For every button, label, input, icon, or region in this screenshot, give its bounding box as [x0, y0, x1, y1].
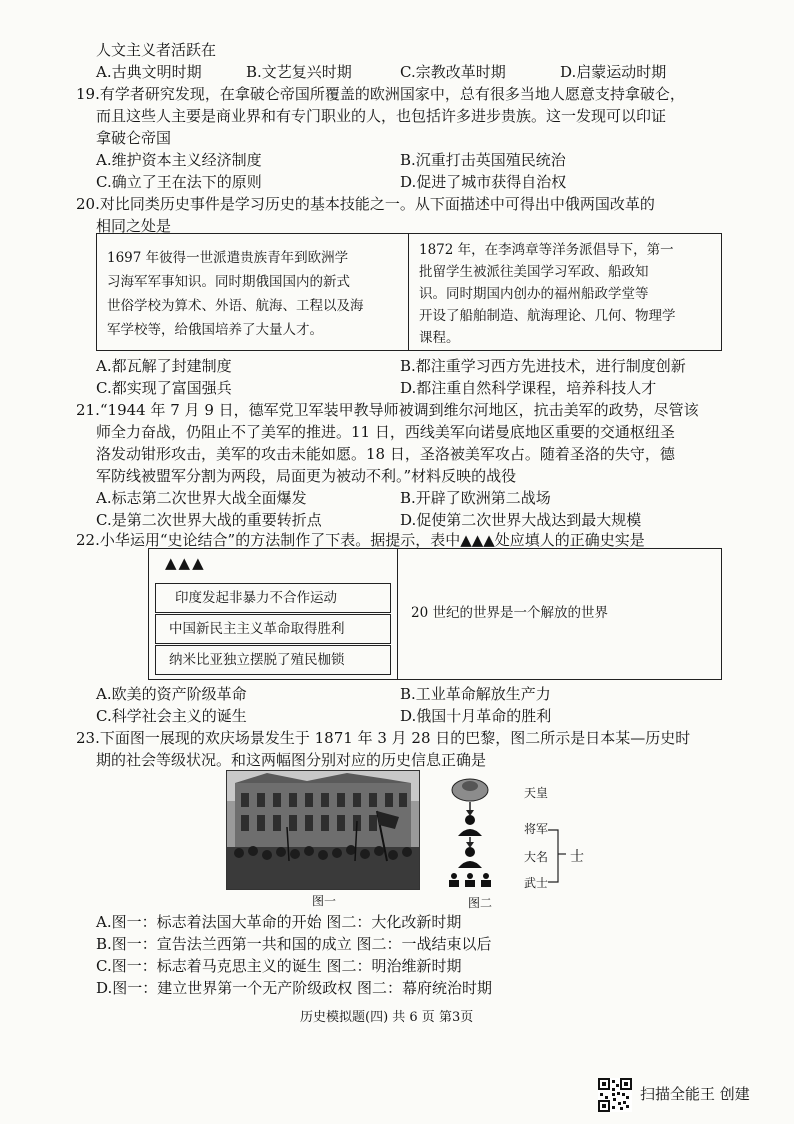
q21-stem-line1: 21.“1944 年 7 月 9 日，德军党卫军装甲教导师被调到维尔河地区，抗击美军的政势，尽管该 [76, 401, 699, 419]
q22-right-statement: 20 世纪的世界是一个解放的世界 [411, 605, 608, 621]
page-footer: 历史模拟题(四) 共 6 页 第3页 [300, 1010, 474, 1025]
q20-option-c: C.都实现了富国强兵 [96, 379, 232, 397]
q18-option-d: D.启蒙运动时期 [560, 63, 667, 81]
emperor-figure-icon [452, 779, 488, 801]
q18-option-a: A.古典文明时期 [96, 63, 202, 81]
q23-stem-line2: 期的社会等级状况。和这两幅图分别对应的历史信息正确是 [96, 751, 487, 769]
q20-right-line2: 批留学生被派往美国学习军政、船政知 [419, 264, 649, 280]
q22-option-d: D.俄国十月革命的胜利 [400, 707, 552, 725]
q20-left-line4: 军学校等，给俄国培养了大量人才。 [107, 322, 323, 338]
japan-hierarchy-diagram [440, 770, 600, 892]
q23-stem-line1: 23.下面图一展现的欢庆场景发生于 1871 年 3 月 28 日的巴黎，图二所示是日本某—历史时 [76, 729, 691, 747]
q20-table-divider [408, 234, 409, 350]
q20-left-line2: 习海军军事知识。同时期俄国国内的新式 [107, 274, 350, 290]
q20-stem-line1: 20.对比同类历史事件是学习历史的基本技能之一。从下面描述中可得出中俄两国改革的 [76, 195, 655, 213]
q22-table-divider [397, 549, 398, 679]
hier-shogun-label: 将军 [524, 822, 549, 836]
q21-option-a: A.标志第二次世界大战全面爆发 [96, 489, 307, 507]
q21-stem-line4: 军防线被盟军分割为两段，局面更为被动不利。”材料反映的战役 [96, 467, 517, 485]
samurai-figures-icon [449, 873, 491, 887]
hier-samurai-label: 武士 [524, 876, 549, 890]
q21-stem-line2: 师全力奋战，仍阻止不了美军的推进。11 日，西线美军向诺曼底地区重要的交通枢纽圣 [96, 423, 675, 441]
q20-right-line5: 课程。 [419, 330, 460, 346]
figure-one-caption: 图一 [312, 894, 337, 908]
q22-row-1: 印度发起非暴力不合作运动 [175, 590, 337, 606]
q20-option-b: B.都注重学习西方先进技术，进行制度创新 [400, 357, 686, 375]
q22-row-2: 中国新民主主义革命取得胜利 [169, 621, 345, 637]
shogun-figure-icon [458, 815, 482, 836]
q21-option-b: B.开辟了欧洲第二战场 [400, 489, 551, 507]
q20-left-line1: 1697 年彼得一世派遣贵族青年到欧洲学 [107, 250, 349, 266]
q19-option-b: B.沉重打击英国殖民统治 [400, 151, 566, 169]
daimyo-figure-icon [458, 847, 482, 868]
q23-option-c: C.图一：标志着马克思主义的诞生 图二：明治维新时期 [96, 957, 462, 975]
q19-stem-line1: 19.有学者研究发现，在拿破仑帝国所覆盖的欧洲国家中，总有很多当地人愿意支持拿破仑， [76, 85, 685, 103]
figure-two-caption: 图二 [468, 896, 493, 910]
q23-option-b: B.图一：宣告法兰西第一共和国的成立 图二：一战结束以后 [96, 935, 492, 953]
q22-option-b: B.工业革命解放生产力 [400, 685, 551, 703]
q22-stem: 22.小华运用“史论结合”的方法制作了下表。据提示，表中▲▲▲处应填人的正确史实是 [76, 531, 645, 549]
q21-option-c: C.是第二次世界大战的重要转折点 [96, 511, 322, 529]
q19-stem-line2: 而且这些人主要是商业界和有专门职业的人，也包括许多进步贵族。这一发现可以印证 [96, 107, 667, 125]
q20-right-line1: 1872 年，在李鸿章等洋务派倡导下，第一 [419, 242, 674, 258]
q19-option-a: A.维护资本主义经济制度 [96, 151, 262, 169]
q18-option-b: B.文艺复兴时期 [246, 63, 352, 81]
q20-option-d: D.都注重自然科学课程，培养科技人才 [400, 379, 657, 397]
q20-compare-table [96, 233, 722, 351]
q22-table [148, 548, 722, 680]
qr-code-icon [598, 1078, 632, 1112]
hier-daimyo-label: 大名 [524, 850, 549, 864]
paris-commune-scene-image [227, 771, 419, 889]
q23-option-a: A.图一：标志着法国大革命的开始 图二：大化改新时期 [96, 913, 462, 931]
q20-option-a: A.都瓦解了封建制度 [96, 357, 232, 375]
q22-option-c: C.科学社会主义的诞生 [96, 707, 247, 725]
figure-one-photo [226, 770, 420, 890]
q19-option-d: D.促进了城市获得自治权 [400, 173, 567, 191]
scanner-watermark: 扫描全能王 创建 [640, 1085, 750, 1103]
hier-emperor-label: 天皇 [524, 786, 549, 800]
q23-option-d: D.图一：建立世界第一个无产阶级政权 图二：幕府统治时期 [96, 979, 493, 997]
q20-stem-line2: 相同之处是 [96, 217, 172, 235]
q21-stem-line3: 洛发动钳形攻击，美军的攻击未能如愿。18 日，圣洛被美军攻占。随着圣洛的失守，德 [96, 445, 675, 463]
q20-right-line4: 开设了船舶制造、航海理论、几何、物理学 [419, 308, 676, 324]
q18-continuation: 人文主义者活跃在 [96, 41, 217, 59]
q18-option-c: C.宗教改革时期 [400, 63, 506, 81]
q22-row-3: 纳米比亚独立摆脱了殖民枷锁 [169, 652, 345, 668]
q20-right-line3: 识。同时期国内创办的福州船政学堂等 [419, 286, 649, 302]
q19-stem-line3: 拿破仑帝国 [96, 129, 172, 147]
q20-left-line3: 世俗学校为算术、外语、航海、工程以及海 [107, 298, 364, 314]
q19-option-c: C.确立了王在法下的原则 [96, 173, 262, 191]
q21-option-d: D.促使第二次世界大战达到最大规模 [400, 511, 642, 529]
figure-two-hierarchy [440, 770, 600, 892]
q22-option-a: A.欧美的资产阶级革命 [96, 685, 247, 703]
q22-header-triangles: ▲▲▲ [165, 554, 206, 572]
hier-bracket-label: 士 [570, 849, 584, 865]
